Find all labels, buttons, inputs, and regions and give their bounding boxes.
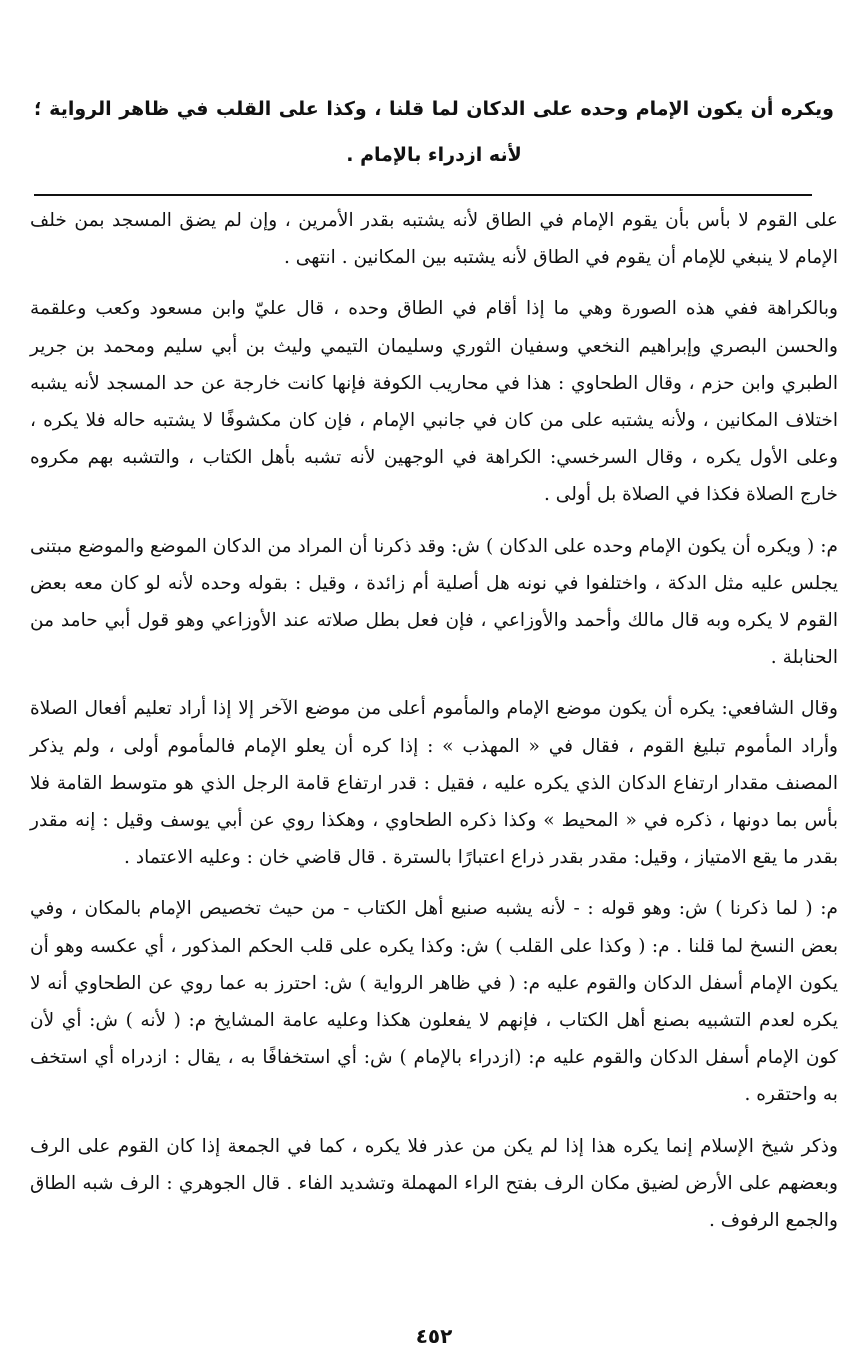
commentary-paragraph-6: وذكر شيخ الإسلام إنما يكره هذا إذا لم يكن من عذر فلا يكره ، كما في الجمعة إذا كان القوم على الرف وبعضهم على الأرض لضيق مكان الرف بفتح الراء المهملة وتشديد الفاء . قال الجوهري : الرف شبه الطاق والجمع الرفوف . [30, 1135, 838, 1232]
book-page [30, 86, 838, 1356]
commentary-paragraph-2: وبالكراهة ففي هذه الصورة وهي ما إذا أقام في الطاق وحده ، قال عليّ وابن مسعود وكعب وعلقمة والحسن البصري وإبراهيم النخعي وسفيان الثوري وسليمان التيمي وليث بن أبي سليم ومحمد بن جرير الطبري وابن حزم ، وقال الطحاوي : هذا في محاريب الكوفة فإنها كانت خارجة عن حد المسجد لأنه يشبه اختلاف المكانين ، ولأنه يشتبه على من كان في جانبي الإمام ، فإن كان مكشوفًا لا يشتبه حاله فلا يكره ، وعلى الأول يكره ، وقال السرخسي: الكراهة في الوجهين لأنه تشبه بأهل الكتاب ، والتشبه بهم مكروه خارج الصلاة فكذا في الصلاة بل أولى . [30, 298, 838, 506]
page-number: ٤٥٢ [415, 1324, 453, 1348]
matn-header-text: ويكره أن يكون الإمام وحده على الدكان لما قلنا ، وكذا على القلب في ظاهر الرواية ؛ لأنه ازدراء بالإمام . [34, 98, 834, 166]
header-divider [34, 194, 812, 196]
commentary-paragraph-3: م: ( ويكره أن يكون الإمام وحده على الدكان ) ش: وقد ذكرنا أن المراد من الدكان الموضع والموضع مبتنى يجلس عليه مثل الدكة ، واختلفوا في نونه هل أصلية أم زائدة ، وقيل : بقوله وحده لأنه لو كان معه بعض القوم لا يكره وبه قال مالك وأحمد والأوزاعي ، فإن فعل بطل صلاته عند الأوزاعي وهو قول أبي حامد من الحنابلة . [30, 535, 838, 669]
commentary-paragraph-5: م: ( لما ذكرنا ) ش: وهو قوله : - لأنه يشبه صنيع أهل الكتاب - من حيث تخصيص الإمام بالمكان ، وفي بعض النسخ لما قلنا . م: ( وكذا على القلب ) ش: وكذا يكره على قلب الحكم المذكور ، أي عكسه وهو أن يكون الإمام أسفل الدكان والقوم عليه م: ( في ظاهر الرواية ) ش: احترز به عما روي عن الطحاوي أنه لا يكره لعدم التشبيه بصنع أهل الكتاب ، فإنهم لا يفعلون هكذا وعليه عامة المشايخ م: ( لأنه ) ش: أي لأن كون الإمام أسفل الدكان والقوم عليه م: (ازدراء بالإمام ) ش: أي استخفافًا به ، يقال : ازدراه أي استخف به واحتقره . [30, 898, 838, 1106]
commentary-paragraph-4: وقال الشافعي: يكره أن يكون موضع الإمام والمأموم أعلى من موضع الآخر إلا إذا أراد تعليم أفعال الصلاة وأراد المأموم تبليغ القوم ، فقال في « المهذب » : إذا كره أن يعلو الإمام فالمأموم أولى ، ولم يذكر المصنف مقدار ارتفاع الدكان الذي يكره عليه ، فقيل : قدر ارتفاع قامة الرجل الذي هو متوسط القامة فلا بأس بما دونها ، ذكره في « المحيط » وكذا ذكره الطحاوي ، وهكذا روي عن أبي يوسف وقيل : إنه مقدر بقدر ما يقع الامتياز ، وقيل: مقدر بقدر ذراع اعتبارًا بالسترة . قال قاضي خان : وعليه الاعتماد . [30, 698, 838, 869]
commentary-paragraph-1: على القوم لا بأس بأن يقوم الإمام في الطاق لأنه يشتبه بقدر الأمرين ، وإن لم يضق المسجد بمن خلف الإمام لا ينبغي للإمام أن يقوم في الطاق لأنه يشتبه بين المكانين . انتهى . [30, 210, 838, 269]
